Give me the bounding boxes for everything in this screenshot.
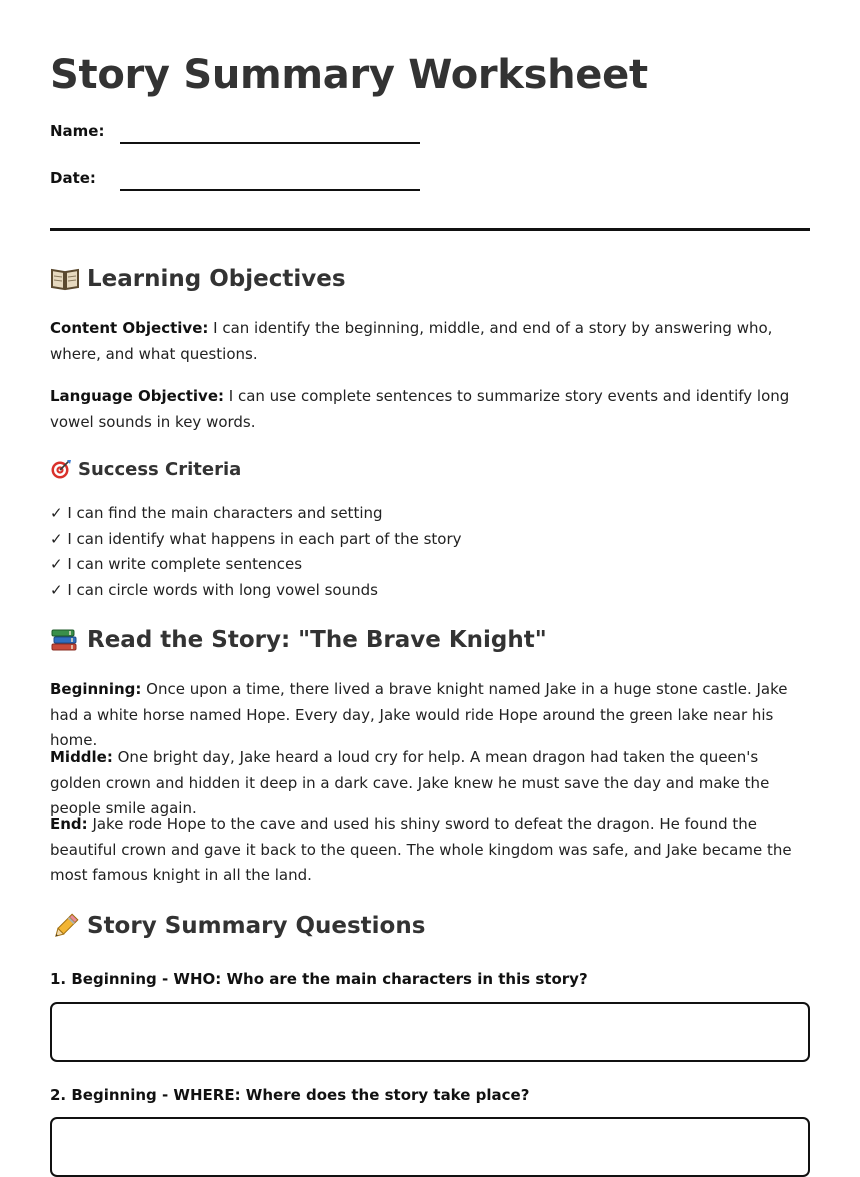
question-1: 1. Beginning - WHO: Who are the main characters in this story? xyxy=(50,970,588,988)
story-beginning-text: Once upon a time, there lived a brave knight named Jake in a huge stone castle. Jake had a white horse named Hope. Every day, Jake would ride Hope around the green lake near his home. xyxy=(50,680,788,749)
objectives-heading xyxy=(50,266,346,292)
story-end-text: Jake rode Hope to the cave and used his shiny sword to defeat the dragon. He found the beautiful crown and gave it back to the queen. The whole kingdom was safe, and Jake became the most famous knight in all the land. xyxy=(50,815,792,884)
answer-box-2[interactable] xyxy=(50,1117,810,1177)
story-beginning xyxy=(50,677,810,754)
name-input-line[interactable] xyxy=(120,142,420,144)
content-objective-text: I can identify the beginning, middle, and end of a story by answering who, where, and what questions. xyxy=(50,319,773,363)
criteria-item: ✓ I can identify what happens in each part of the story xyxy=(50,529,462,548)
header-divider xyxy=(50,228,810,231)
target-icon xyxy=(50,458,72,480)
story-end-label: End: xyxy=(50,815,88,833)
story-heading-text: Read the Story: "The Brave Knight" xyxy=(87,627,547,653)
story-middle-text: One bright day, Jake heard a loud cry for help. A mean dragon had taken the queen's golden crown and hidden it deep in a dark cave. Jake knew he must save the day and make the people smile again. xyxy=(50,748,770,817)
page-title: Story Summary Worksheet xyxy=(50,52,648,98)
content-objective-label: Content Objective: xyxy=(50,319,209,337)
open-book-icon xyxy=(50,266,80,292)
story-end xyxy=(50,812,810,889)
books-icon xyxy=(50,627,80,653)
pencil-icon xyxy=(50,913,80,939)
date-label: Date: xyxy=(50,169,96,187)
date-input-line[interactable] xyxy=(120,189,420,191)
criteria-item: ✓ I can find the main characters and setting xyxy=(50,504,383,522)
criteria-item: ✓ I can write complete sentences xyxy=(50,555,303,573)
success-criteria-heading-text: Success Criteria xyxy=(78,458,242,480)
story-middle-label: Middle: xyxy=(50,748,113,766)
questions-heading-text: Story Summary Questions xyxy=(87,913,426,939)
content-objective xyxy=(50,316,810,367)
language-objective xyxy=(50,384,810,435)
answer-box-1[interactable] xyxy=(50,1002,810,1062)
success-criteria-list xyxy=(50,501,810,603)
date-field xyxy=(50,169,450,199)
objectives-heading-text: Learning Objectives xyxy=(87,266,346,292)
criteria-item: ✓ I can circle words with long vowel sounds xyxy=(50,580,378,599)
language-objective-label: Language Objective: xyxy=(50,387,224,405)
name-label: Name: xyxy=(50,122,105,140)
question-2: 2. Beginning - WHERE: Where does the story take place? xyxy=(50,1086,530,1104)
questions-heading xyxy=(50,913,425,939)
success-criteria-heading xyxy=(50,458,241,480)
language-objective-text: I can use complete sentences to summarize story events and identify long vowel sounds in key words. xyxy=(50,387,790,431)
story-beginning-label: Beginning: xyxy=(50,680,142,698)
name-field xyxy=(50,122,450,152)
story-middle xyxy=(50,745,810,822)
story-heading xyxy=(50,627,547,653)
